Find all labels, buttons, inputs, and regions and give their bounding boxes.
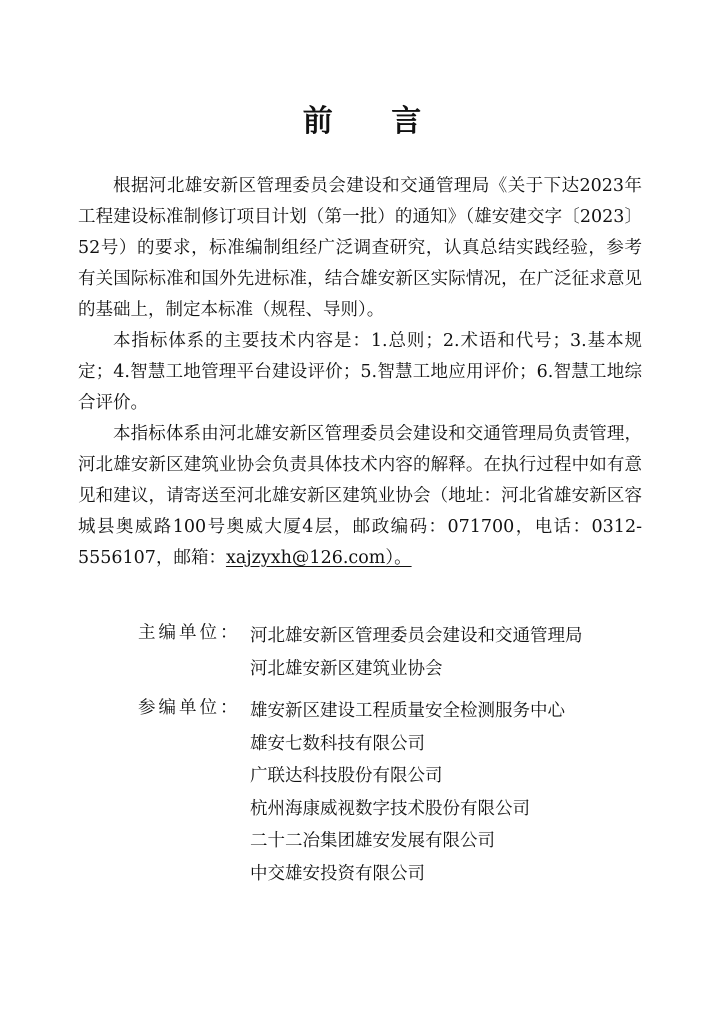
- participating-units-label: 参编单位：: [138, 698, 241, 718]
- chief-unit-item: 河北雄安新区管理委员会建设和交通管理局: [250, 626, 583, 646]
- participating-units-list: [250, 695, 658, 890]
- participating-unit-item: 雄安新区建设工程质量安全检测服务中心: [250, 701, 565, 721]
- participating-units-row: [138, 695, 658, 890]
- participating-unit-item: 二十二冶集团雄安发展有限公司: [250, 831, 495, 851]
- paragraph-management-text: 本指标体系由河北雄安新区管理委员会建设和交通管理局负责管理，河北雄安新区建筑业协会负责具体技术内容的解释。在执行过程中如有意见和建议，请寄送至河北雄安新区建筑业协会（地址：河北省雄安新区容城县奥威路100号奥威大厦4层，邮政编码：071700，电话：0312-5556107，邮箱：: [78, 424, 642, 568]
- participating-unit-item: 广联达科技股份有限公司: [250, 766, 443, 786]
- participating-unit-item: 杭州海康威视数字技术股份有限公司: [250, 798, 530, 819]
- paragraph-management: [78, 419, 642, 574]
- paragraph-basis: 根据河北雄安新区管理委员会建设和交通管理局《关于下达2023年工程建设标准制修订项目计划（第一批）的通知》（雄安建交字〔2023〕52号）的要求，标准编制组经广泛调查研究，认真总结实践经验，参考有关国际标准和国外先进标准，结合雄安新区实际情况，在广泛征求意见的基础上，制定本标准（规程、导则）。: [78, 176, 642, 320]
- units-section: [138, 620, 658, 900]
- participating-unit-item: 雄安七数科技有限公司: [250, 733, 425, 754]
- chief-units-label: 主编单位：: [138, 623, 241, 643]
- participating-unit-item: 中交雄安投资有限公司: [250, 863, 425, 884]
- preface-body: [78, 171, 642, 574]
- chief-units-row: [138, 620, 658, 685]
- chief-unit-item: 河北雄安新区建筑业协会: [250, 658, 443, 679]
- page-title: 前 言: [302, 104, 446, 139]
- paragraph-contents: 本指标体系的主要技术内容是：1.总则；2.术语和代号；3.基本规定；4.智慧工地管理平台建设评价；5.智慧工地应用评价；6.智慧工地综合评价。: [78, 331, 642, 413]
- contact-email-link[interactable]: xajzyxh@126.com）。: [225, 548, 412, 568]
- chief-units-list: [250, 620, 658, 685]
